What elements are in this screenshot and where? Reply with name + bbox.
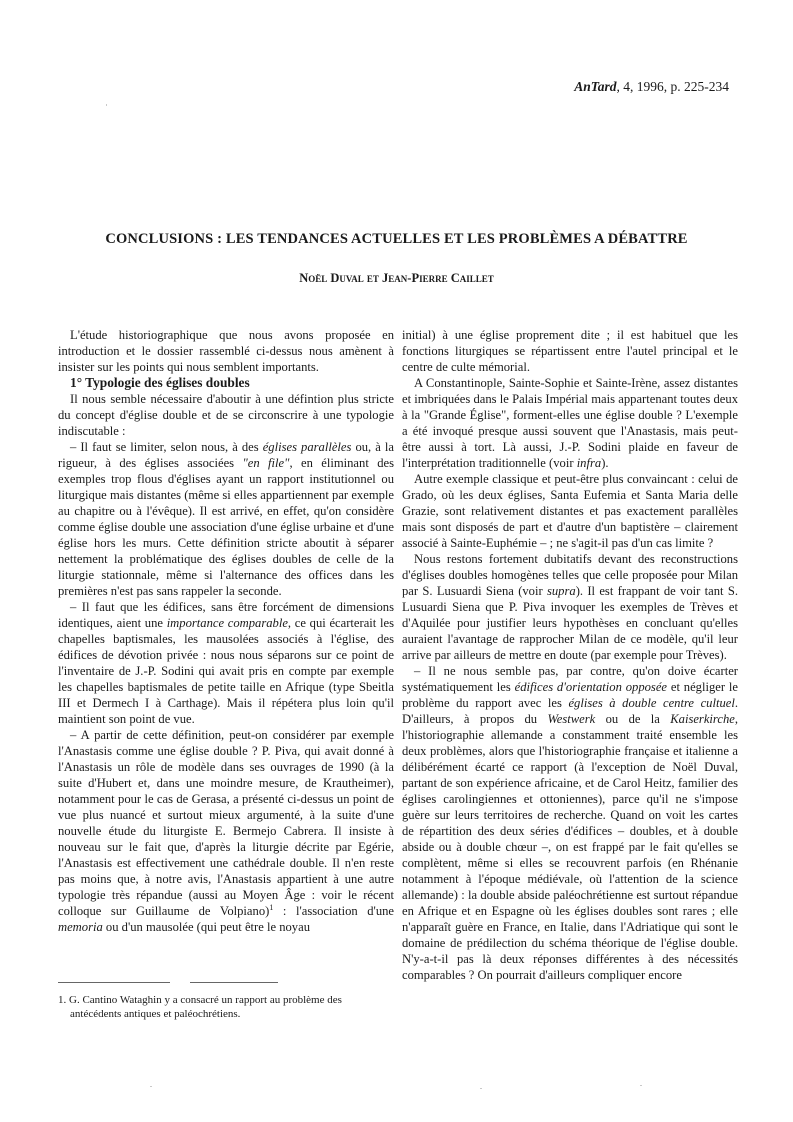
emphasis: Kaiserkirche (670, 712, 735, 726)
paragraph-comparable-importance (58, 599, 394, 727)
left-column (58, 327, 394, 935)
scan-speck (106, 104, 107, 106)
intro-paragraph: L'étude historiographique que nous avons proposée en introduction et le dossier rassemblé ci-dessus nous amènent à insister sur les points qui nous semblent importants. (58, 328, 394, 374)
author-2: Jean-Pierre Caillet (382, 271, 494, 285)
author-conjunction: et (363, 271, 383, 285)
text-run: : l'association d'une (273, 904, 395, 918)
emphasis: églises à double centre cultuel (568, 696, 735, 710)
scan-speck (150, 1086, 152, 1087)
footnote-line-continuation: antécédents antiques et paléochrétiens. (70, 1008, 241, 1020)
text-run: ou de la (595, 712, 671, 726)
text-run: , l'historiographie allemande a constamment traité ensemble les deux problèmes, alors que l'historiographie française et italienne a délibérément écarté ce rapport (à l'exception de Noël Duval, partant de son expérience africaine, et de Carol Heitz, familier des églises carolingiennes et ottoniennes), parce qu'il ne s'impose guère sur leurs territoires de recherche. Quand on voit les cartes de répartition des deux séries d'édifices – doubles, et à double abside ou à double chœur –, on est frappé par le fait qu'elles se complètent, même si elles se recouvrent parfois (en Rhénanie notamment à l'époque médiévale, où l'attention de la science allemande) : la double abside paléochrétienne est surtout répandue en Afrique et en Espagne où les églises doubles sont rares ; elle n'apparaît guère en France, en Italie, dans l'Adriatique qui sont le domaine de prédilection du schéma théorique de l'église double. N'y-a-t-il pas là deux réponses différentes à des nécessités comparables ? On pourrait d'ailleurs compliquer encore (402, 712, 738, 982)
text-run: A Constantinople, Sainte-Sophie et Sainte-Irène, assez distantes et imbriquées dans le Palais Impérial mais appartenant toutes deux à la "Grande Église", forment-elles une église double ? L'exemple a été invoqué presque aussi souvent que l'Anastasis, mais peut-être aussi à tort. Là aussi, J.-P. Sodini plaide en faveur de l'interprétation traditionnelle (voir (402, 376, 738, 470)
text-run: ou d'un mausolée (qui peut être le noyau (102, 920, 310, 934)
paragraph-parallel-churches (58, 439, 394, 599)
scan-speck (480, 1088, 482, 1089)
emphasis: importance comparable (166, 616, 288, 630)
text-run: ou, à la rigueur, à des églises associées (58, 440, 394, 470)
text-run: – Il faut se limiter, selon nous, à des (70, 440, 263, 454)
emphasis: supra (546, 584, 576, 598)
section-heading: 1° Typologie des églises doubles (70, 375, 250, 390)
text-run: – Il ne nous semble pas, par contre, qu'on doive écarter systématiquement les (402, 664, 738, 694)
journal-name: AnTard (574, 79, 617, 94)
footnote-ref[interactable]: 1 (269, 902, 274, 912)
text-run: ). Il est frappant de voir tant S. Lusuardi Siena que P. Piva invoquer les exemples de Trèves et d'Aquilée pour justifier leurs hypothèses en concluant qu'elles auraient l'avantage de rapprocher Milan de ce modèle, qu'il leur arrive par ailleurs de mettre en doute (par exemple pour Trèves). (402, 584, 739, 662)
text-run: , ce qui écarterait les chapelles baptismales, les mausolées associés à l'église, des édifices de dévotion privée : nous nous séparons sur ce point de l'inventaire de J.-P. Sodini qui avait pris en compte par exemple les chapelles baptismales de petite taille en Afrique (type Sbeitla III et Dermech I à Carthage). Mais il répétera plus loin qu'il maintient son point de vue. (58, 616, 394, 726)
footnote-rule-segment (190, 982, 278, 983)
scan-speck (640, 1085, 642, 1086)
footnote (58, 993, 394, 1021)
paragraph-milan (402, 551, 738, 663)
footnote-line: 1. G. Cantino Wataghin y a consacré un rapport au problème des (58, 994, 342, 1006)
text-run: – A partir de cette définition, peut-on considérer par exemple l'Anastasis comme une église double ? P. Piva, qui avait donné à l'Anastasis un rôle de modèle dans ses ouvrages de 1990 (à la suite d'Hubert et, dans une moindre mesure, de Krautheimer), notamment pour le cas de Gerasa, a présenté ci-dessus un point de vue plus nuancé et surtout mieux argumenté, à la suite d'une nouvelle étude du liturgiste E. Bermejo Cabrera. Il insiste à nouveau sur le fait que, d'après la liturgie décrite par Egérie, l'Anastasis est effectivement une cathédrale double. Il n'en reste pas moins que, à notre avis, l'Anastasis appartient à une autre typologie très répandue (aussi au Moyen Âge : voir le récent colloque sur Guillaume de Volpiano) (58, 728, 394, 918)
emphasis: infra (576, 456, 602, 470)
text-run: , en éliminant des exemples trop flous d'églises ayant un rapport institutionnel ou liturgique mais distantes (même si elles appartiennent par exemple au chapitre ou à l'évêque). Il est arrivé, en effet, qu'on considère comme église double une association d'une église urbaine et d'une église hors les murs. Cette définition stricte aboutit à séparer nettement la problématique des églises doubles de celle de la liturgie stationnale, même si l'alternance des offices dans les premières n'est pas sans rappeler la seconde. (58, 456, 394, 598)
text-run: – Il faut que les édifices, sans être forcément de dimensions identiques, aient une (58, 600, 394, 630)
emphasis: memoria (58, 920, 103, 934)
article-authors (0, 271, 793, 286)
emphasis: édifices d'orientation opposée (514, 680, 668, 694)
text-run: . D'ailleurs, à propos du (402, 696, 738, 726)
paragraph-anastasis (58, 727, 394, 935)
right-column (402, 327, 738, 983)
paragraph-continuation: initial) à une église proprement dite ; il est habituel que les fonctions liturgiques se répartissent entre l'autel principal et le centre de culte mémorial. (402, 328, 738, 374)
paragraph-opposed-orientation (402, 663, 738, 983)
journal-citation (574, 79, 729, 95)
text-run: ). (601, 456, 609, 470)
text-run: Nous restons fortement dubitatifs devant des reconstructions d'églises doubles homogènes telles que celle proposée pour Milan par S. Lusuardi Siena (voir (402, 552, 738, 598)
article-title: CONCLUSIONS : LES TENDANCES ACTUELLES ET LES PROBLÈMES A DÉBATTRE (105, 231, 688, 247)
emphasis: églises parallèles (262, 440, 352, 454)
paragraph-definition: Il nous semble nécessaire d'aboutir à une défintion plus stricte du concept d'église double et de se circonscrire à une typologie indiscutable : (58, 392, 394, 438)
emphasis: Westwerk (547, 712, 596, 726)
text-run: et négliger le problème du rapport avec les (402, 680, 738, 710)
footnote-rule (58, 982, 170, 983)
emphasis: "en file" (242, 456, 290, 470)
journal-volume-pages: , 4, 1996, p. 225-234 (616, 79, 729, 94)
paragraph-constantinople (402, 375, 738, 471)
paragraph-grado: Autre exemple classique et peut-être plus convaincant : celui de Grado, où les deux églises, Santa Eufemia et Santa Maria delle Grazie, sont relativement distantes et pas exactement parallèles mais sont disposés de part et d'autre d'un baptistère – clairement associé à Sainte-Euphémie – ; ne s'agit-il pas d'un cas limite ? (402, 472, 738, 550)
author-1: Noël Duval (299, 271, 364, 285)
